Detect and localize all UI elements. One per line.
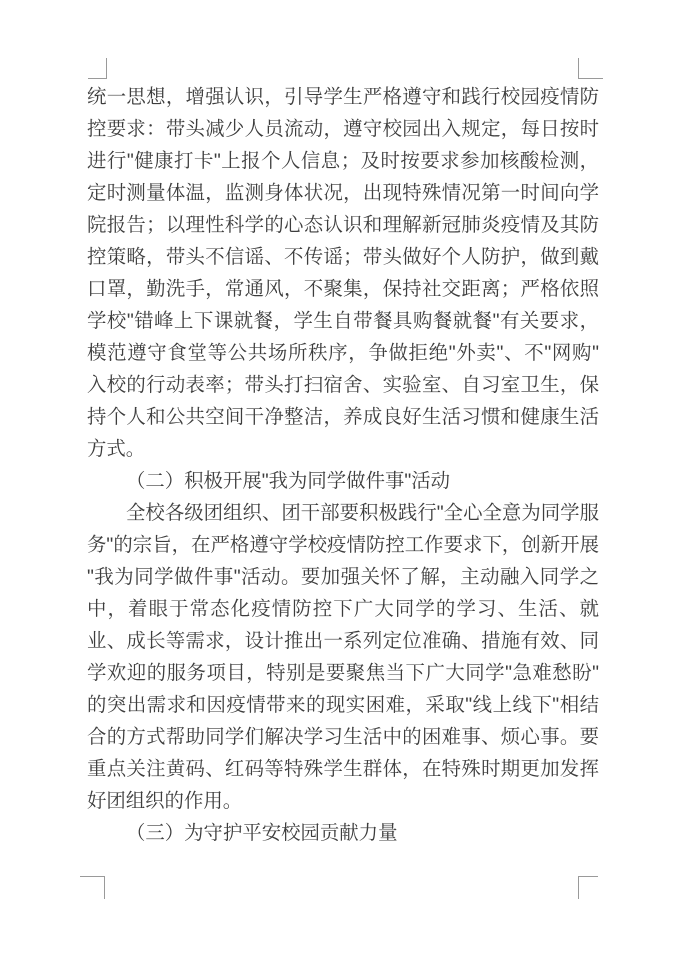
- text-line[interactable]: 好团组织的作用。: [87, 790, 243, 812]
- text-line[interactable]: 学欢迎的服务项目，特别是要聚焦当下广大同学"急难愁盼": [87, 662, 599, 684]
- text-line[interactable]: 院报告；以理性科学的心态认识和理解新冠肺炎疫情及其防: [87, 214, 599, 236]
- text-line[interactable]: 合的方式帮助同学们解决学习生活中的困难事、烦心事。要: [87, 726, 599, 748]
- text-line[interactable]: 重点关注黄码、红码等特殊学生群体，在特殊时期更加发挥: [87, 758, 599, 780]
- text-line[interactable]: 进行"健康打卡"上报个人信息；及时按要求参加核酸检测，: [87, 150, 599, 172]
- section-heading-3: [87, 817, 599, 849]
- text-line[interactable]: 持个人和公共空间干净整洁，养成良好生活习惯和健康生活: [87, 406, 599, 428]
- text-line[interactable]: 口罩，勤洗手，常通风，不聚集，保持社交距离；严格依照: [87, 278, 599, 300]
- section-heading-2: [87, 465, 599, 497]
- text-line[interactable]: "我为同学做件事"活动。要加强关怀了解，主动融入同学之: [87, 566, 599, 588]
- cropmark-bottom-right: [578, 876, 598, 899]
- paragraph-serve-students-activity: [87, 497, 599, 817]
- text-line[interactable]: 全校各级团组织、团干部要积极践行"全心全意为同学服: [126, 502, 599, 524]
- text-line[interactable]: （三）为守护平安校园贡献力量: [126, 822, 398, 844]
- text-line[interactable]: 入校的行动表率；带头打扫宿舍、实验室、自习室卫生，保: [87, 374, 599, 396]
- text-line[interactable]: 统一思想，增强认识，引导学生严格遵守和践行校园疫情防: [87, 86, 599, 108]
- text-line[interactable]: 中，着眼于常态化疫情防控下广大同学的学习、生活、就: [87, 598, 599, 620]
- text-line[interactable]: 控要求：带头减少人员流动，遵守校园出入规定，每日按时: [87, 118, 599, 140]
- text-line[interactable]: 务"的宗旨，在严格遵守学校疫情防控工作要求下，创新开展: [87, 534, 599, 556]
- paragraph-epidemic-requirements: [87, 81, 599, 465]
- cropmark-top-right: [578, 58, 603, 79]
- cropmark-bottom-left: [80, 876, 105, 899]
- text-line[interactable]: 的突出需求和因疫情带来的现实困难，采取"线上线下"相结: [87, 694, 599, 716]
- document-text-area: [87, 81, 599, 849]
- cropmark-top-left: [88, 58, 107, 79]
- text-line[interactable]: （二）积极开展"我为同学做件事"活动: [126, 470, 451, 492]
- text-line[interactable]: 方式。: [87, 438, 146, 460]
- text-line[interactable]: 定时测量体温，监测身体状况，出现特殊情况第一时间向学: [87, 182, 599, 204]
- text-line[interactable]: 业、成长等需求，设计推出一系列定位准确、措施有效、同: [87, 630, 599, 652]
- text-line[interactable]: 控策略，带头不信谣、不传谣；带头做好个人防护，做到戴: [87, 246, 599, 268]
- text-line[interactable]: 学校"错峰上下课就餐，学生自带餐具购餐就餐"有关要求，: [87, 310, 599, 332]
- text-line[interactable]: 模范遵守食堂等公共场所秩序，争做拒绝"外卖"、不"网购": [87, 342, 599, 364]
